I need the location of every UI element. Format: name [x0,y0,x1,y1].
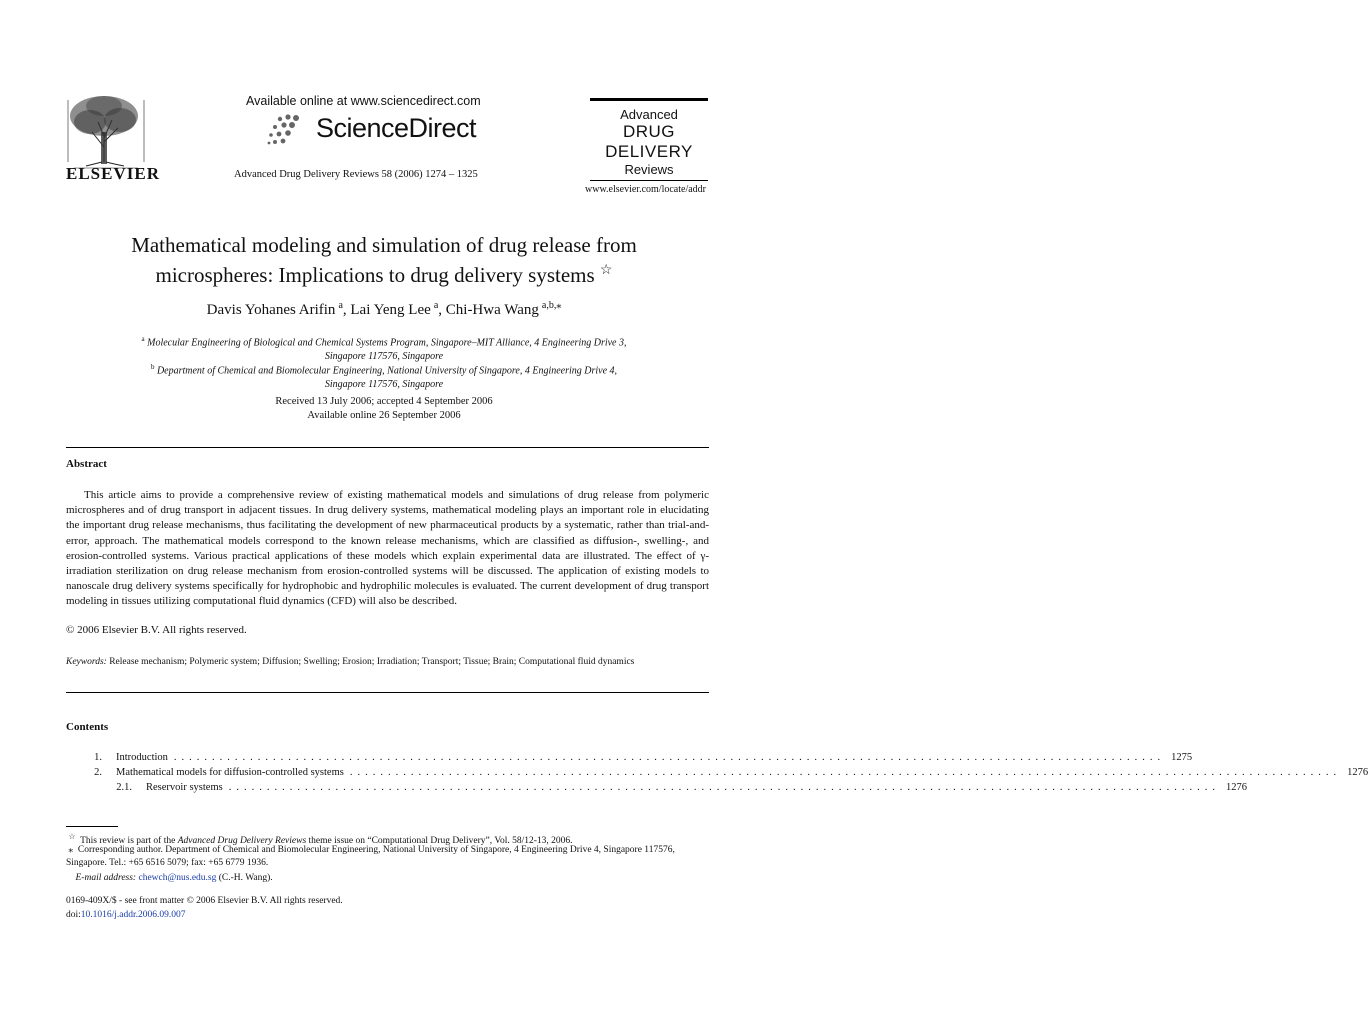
logo-rule-top [590,98,708,101]
abstract-body: This article aims to provide a comprehensive review of existing mathematical models and simulations of drug release from polymeric microspheres and of drug transport in adjacent tissues. In drug delivery systems, mathematical modeling plays an important role in elucidating the important drug release mechanisms, thus facilitating the development of new pharmaceutical products by a systematic, rather than trial-and-error, approach. The mathematical models correspond to the known release mechanisms, which are classified as diffusion-, swelling-, and erosion-controlled systems. Various practical applications of these models which explain experimental data are illustrated. The effect of γ-irradiation sterilization on drug release mechanism from erosion-controlled systems will be discussed. The application of existing models to nanoscale drug delivery systems specifically for hydrophobic and hydrophilic molecules is evaluated. The current development of drug transport modeling in tissues utilizing computational fluid dynamics (CFD) will also be described. [66,489,709,608]
footnote-rule [66,826,118,827]
toc-title[interactable]: Reservoir systems [146,782,223,793]
email-link[interactable]: chewch@nus.edu.sg [138,873,217,883]
toc-number: 2. [94,767,102,778]
toc-leader-dots: .................................................................................................................................. [173,752,1166,763]
logo-rule-bottom [590,180,708,181]
email-label: E-mail address: [75,873,137,883]
article-title [40,233,728,288]
author-affil-mark[interactable]: a,b,⁎ [541,300,562,311]
toc-entry[interactable] [66,752,1193,768]
affiliation-b [100,361,668,391]
abstract-heading: Abstract [66,458,107,470]
affiliation-a [100,333,668,363]
abstract-copyright: © 2006 Elsevier B.V. All rights reserved. [66,624,247,636]
footnote-text: This review is part of the [80,836,178,847]
keywords-list: Release mechanism; Polymeric system; Diffusion; Swelling; Erosion; Irradiation; Transport; Tissue; Brain; Computational fluid dynamics [109,657,635,667]
contents-heading: Contents [66,721,109,733]
affil-text: Molecular Engineering of Biological and Chemical Systems Program, Singapore–MIT Alliance, 4 Engineering Drive 3, [147,337,627,349]
publisher-name: ELSEVIER [66,164,160,183]
title-line-2 [40,258,728,288]
journal-citation: Advanced Drug Delivery Reviews 58 (2006) 1274 – 1325 [234,169,478,180]
title-note-mark[interactable]: ☆ [599,263,613,278]
sciencedirect-dots-icon [266,112,302,148]
issn-line: 0169-409X/$ - see front matter © 2006 Elsevier B.V. All rights reserved. [66,896,343,906]
author-name: Lai Yeng Lee [350,302,431,318]
toc-page: 1276 [1347,767,1368,778]
available-online-text[interactable]: Available online at www.sciencedirect.com [246,94,481,108]
toc-page: 1275 [1171,752,1193,763]
journal-logo-line2: DRUG DELIVERY [605,122,693,161]
author-list [40,300,728,319]
affil-text-2: Singapore 117576, Singapore [324,350,444,362]
title-line-1: Mathematical modeling and simulation of drug release from [131,233,637,257]
email-suffix: (C.-H. Wang). [216,873,273,883]
doi-link[interactable]: 10.1016/j.addr.2006.09.007 [80,910,186,920]
footnote-mark: ☆ [68,832,76,841]
journal-logo [590,98,708,181]
footnote-mark: ⁎ [68,845,74,855]
toc-number: 2.1. [116,782,132,793]
toc-title[interactable]: Introduction [116,752,168,763]
affil-text-2: Singapore 117576, Singapore [324,378,444,390]
title-line-2-text: microspheres: Implications to drug delivery systems [155,263,595,287]
toc-title[interactable]: Mathematical models for diffusion-controlled systems [116,767,344,778]
doi-line [66,910,186,920]
available-date: Available online 26 September 2006 [307,410,461,421]
affil-mark: a [141,335,145,343]
journal-logo-line3: Reviews [624,162,674,177]
doi-label: doi: [66,910,81,920]
divider [66,692,709,693]
journal-url-link[interactable]: www.elsevier.com/locate/addr [585,184,706,195]
journal-logo-line1: Advanced [620,107,678,122]
footnote-journal: Advanced Drug Delivery Reviews [177,836,307,847]
author-separator: , [438,302,446,318]
footnote-email [66,872,709,885]
footnote-text: theme issue on “Computational Drug Delivery”, Vol. 58/12-13, 2006. [306,836,573,847]
keywords [66,655,709,669]
author-name: Chi-Hwa Wang [445,302,539,318]
toc-leader-dots: .................................................................................................................................. [228,782,1220,793]
toc-entry[interactable] [66,767,1368,783]
toc-number: 1. [94,752,102,763]
affil-mark: b [150,363,155,371]
author-affil-mark: a [433,300,439,311]
article-dates [40,395,728,423]
keywords-label: Keywords: [66,657,107,667]
toc-page: 1276 [1225,782,1247,793]
received-date: Received 13 July 2006; accepted 4 September 2006 [275,396,493,407]
divider [66,447,709,448]
toc-leader-dots: .................................................................................................................................. [349,767,1342,778]
affil-text: Department of Chemical and Biomolecular Engineering, National University of Singapore, 4 Engineering Drive 4, [156,365,618,377]
author-affil-mark: a [338,300,343,311]
footnote-corresponding [66,844,709,870]
author-separator: , [342,302,351,318]
author-name: Davis Yohanes Arifin [206,302,336,318]
toc-entry[interactable] [66,782,1247,798]
sciencedirect-wordmark: ScienceDirect [316,113,477,143]
footnote-text: Corresponding author. Department of Chemical and Biomolecular Engineering, National University of Singapore, 4 Engineering Drive 4, Singapore 117576, Singapore. Tel.: +65 6516 5079; fax: +65 6779 1936. [66,845,675,868]
